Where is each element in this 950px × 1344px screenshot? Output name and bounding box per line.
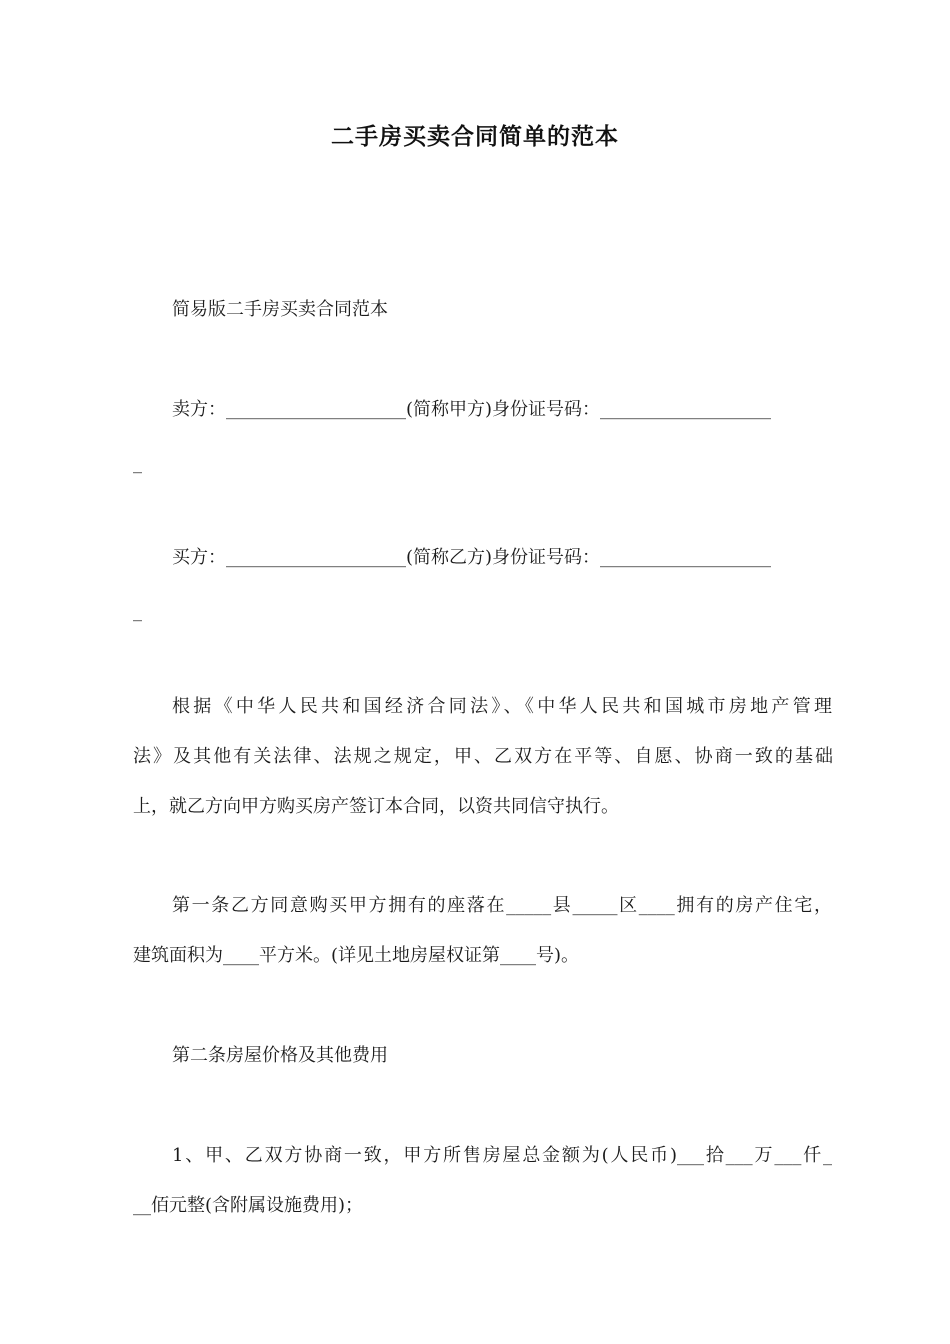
seller-line: 卖方：____________________(简称甲方)身份证号码：___________________ — [172, 399, 772, 420]
clause1-line-2: __佰元整(含附属设施费用)； — [133, 1195, 364, 1216]
buyer-line: 买方：____________________(简称乙方)身份证号码：___________________ — [172, 547, 772, 568]
preamble-line-1: 根据《中华人民共和国经济合同法》、《中华人民共和国城市房地产管理 — [172, 696, 832, 717]
seller-line-tail: _ — [133, 453, 142, 474]
article1-line-2: 建筑面积为____平方米。(详见土地房屋权证第____号)。 — [133, 945, 580, 966]
article1-line-1: 第一条乙方同意购买甲方拥有的座落在_____县_____区____拥有的房产住宅， — [172, 895, 832, 916]
preamble-line-3: 上，就乙方向甲方购买房产签订本合同，以资共同信守执行。 — [133, 796, 619, 817]
buyer-line-tail: _ — [133, 601, 142, 622]
document-title: 二手房买卖合同简单的范本 — [331, 124, 619, 150]
article2-heading: 第二条房屋价格及其他费用 — [172, 1045, 388, 1066]
document-subtitle: 简易版二手房买卖合同范本 — [172, 299, 388, 320]
preamble-line-2: 法》及其他有关法律、法规之规定，甲、乙双方在平等、自愿、协商一致的基础 — [133, 746, 833, 767]
clause1-line-1: 1、甲、乙双方协商一致，甲方所售房屋总金额为(人民币)___拾___万___仟_ — [172, 1145, 832, 1166]
